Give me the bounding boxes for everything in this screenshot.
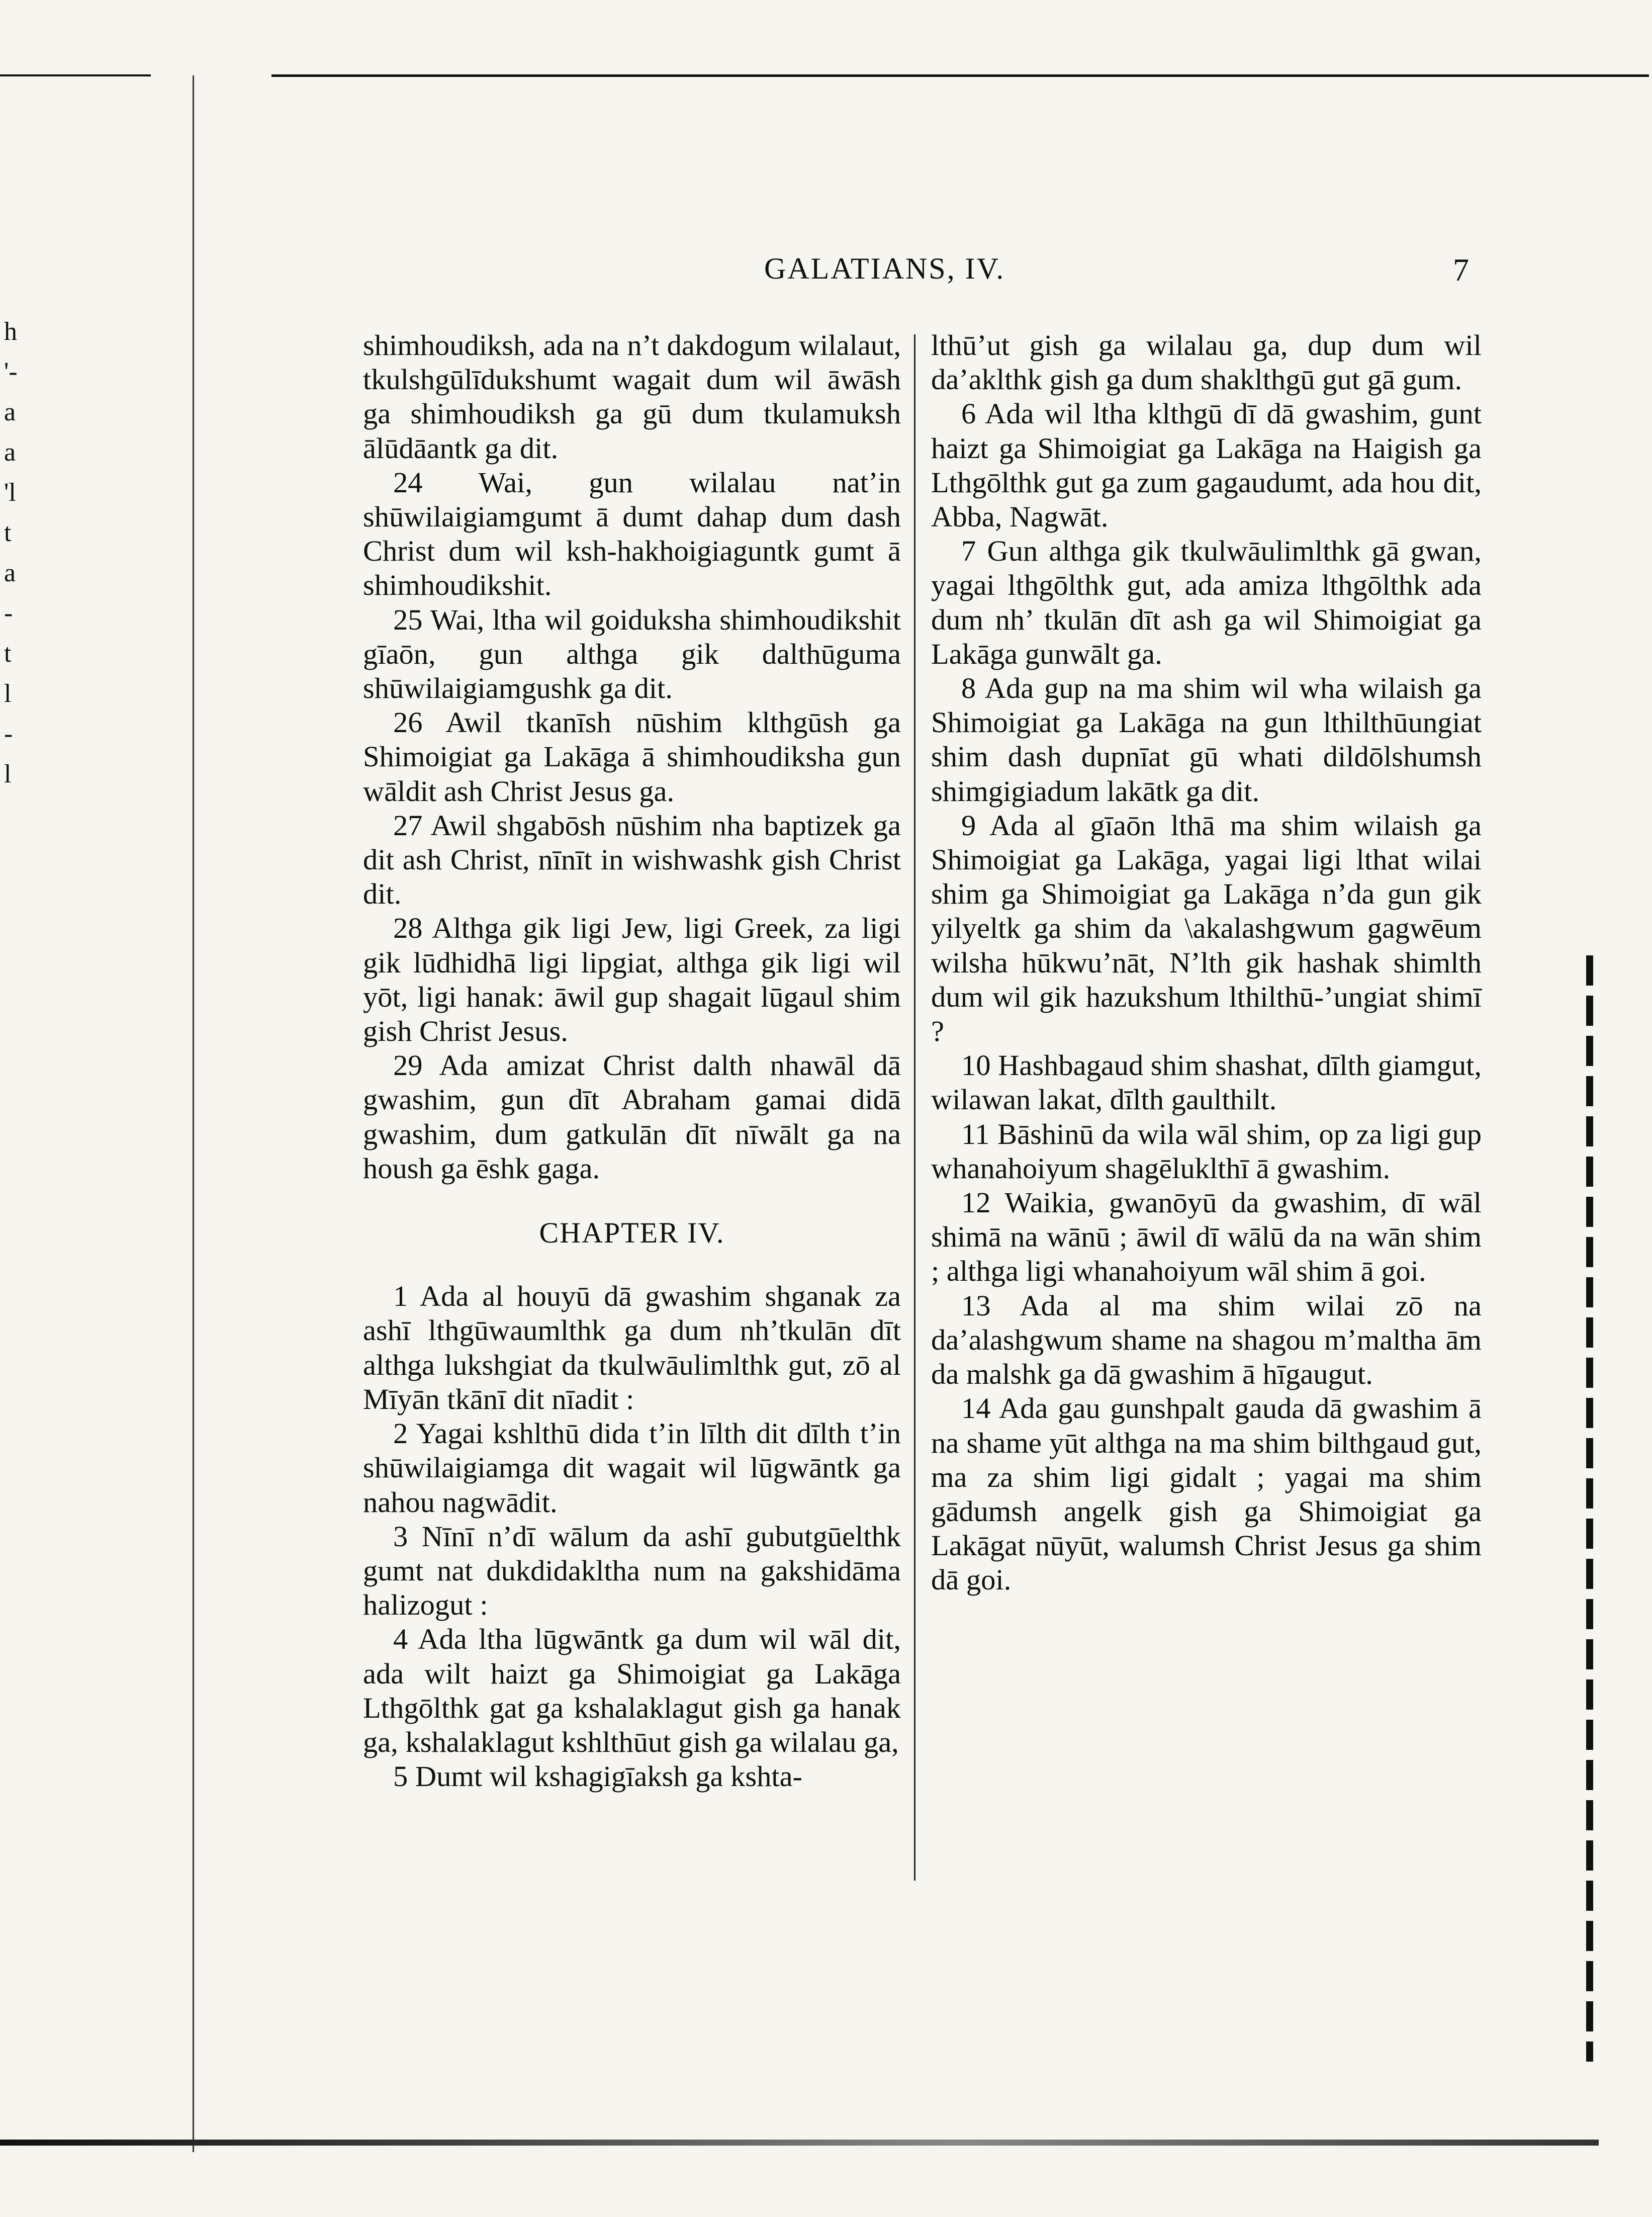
verse-paragraph: 2 Yagai kshlthū dida t’in līlth dit dīlth t’in shūwilaigiamga dit wagait wil lūgwāntk ga nahou nagwādit. — [363, 1417, 901, 1519]
margin-letter: - — [4, 720, 13, 748]
top-rule-left — [0, 74, 151, 76]
verse-paragraph: 5 Dumt wil kshagigīaksh ga kshta- — [393, 1760, 803, 1793]
margin-letter: a — [4, 438, 16, 467]
margin-bleed-letters — [4, 312, 44, 794]
margin-letter: a — [4, 398, 16, 426]
verse-paragraph: 3 Nīnī n’dī wālum da ashī gubutgūelthk gumt nat dukdidakltha num na gakshidāma halizogut : — [363, 1520, 901, 1622]
paragraph: lthū’ut gish ga wilalau ga, dup dum wil da’aklthk gish ga dum shaklthgū gut gā gum. — [931, 329, 1482, 396]
verse-paragraph: 7 Gun althga gik tkulwāulimlthk gā gwan, yagai lthgōlthk gut, ada amiza lthgōlthk ada dum nh’ tkulān dīt ash ga wil Shimoigiat ga Lakāga gunwālt ga. — [931, 535, 1482, 670]
verse-paragraph: 10 Hashbagaud shim shashat, dīlth giamgut, wilawan lakat, dīlth gaulthilt. — [931, 1049, 1482, 1116]
verse-paragraph: 29 Ada amizat Christ dalth nhawāl dā gwashim, gun dīt Abraham gamai didā gwashim, dum gatkulān dīt nīwālt ga na housh ga ēshk gaga. — [363, 1049, 901, 1185]
verse-paragraph: 6 Ada wil ltha klthgū dī dā gwashim, gunt haizt ga Shimoigiat ga Lakāga na Haigish ga Lthgōlthk gut ga zum gagaudumt, ada hou dit, Abba, Nagwāt. — [931, 397, 1482, 534]
top-rule-right — [271, 74, 1649, 77]
margin-letter: h — [4, 317, 17, 346]
verse-paragraph: 11 Bāshinū da wila wāl shim, op za ligi gup whanahoiyum shagēluklthī ā gwashim. — [931, 1117, 1482, 1185]
margin-letter: - — [4, 599, 13, 628]
paragraph: shimhoudiksh, ada na n’t dakdogum wilalaut, tkulshgūlīdukshumt wagait dum wil āwāsh ga shimhoudiksh ga gū dum tkulamuksh ālūdāantk ga dit. — [363, 329, 901, 465]
right-edge-marks — [1586, 955, 1593, 2062]
running-header: GALATIANS, IV. — [764, 252, 1005, 285]
column-divider — [914, 334, 915, 1881]
verse-paragraph: 14 Ada gau gunshpalt gauda dā gwashim ā na shame yūt althga na ma shim bilthgaud gut, ma za shim ligi gidalt ; yagai ma shim gādumsh angelk gish ga Shimoigiat ga Lakāgat nūyūt, walumsh Christ Jesus ga shim dā goi. — [931, 1392, 1482, 1597]
margin-letter: t — [4, 639, 12, 668]
margin-letter: '- — [4, 358, 18, 386]
margin-letter: l — [4, 679, 12, 708]
verse-paragraph: 1 Ada al houyū dā gwashim shganak za ashī lthgūwaumlthk ga dum nh’tkulān dīt althga lukshgiat da tkulwāulimlthk gut, zō al Mīyān tkānī dit nīadit : — [363, 1280, 901, 1415]
margin-letter: 'l — [4, 478, 16, 507]
left-page-edge — [193, 75, 194, 2152]
verse-paragraph: 4 Ada ltha lūgwāntk ga dum wil wāl dit, ada wilt haizt ga Shimoigiat ga Lakāga Lthgōlthk gat ga kshalaklagut gish ga hanak ga, kshalaklagut kshlthūut gish ga wilalau ga, — [363, 1623, 901, 1758]
verse-paragraph: 26 Awil tkanīsh nūshim klthgūsh ga Shimoigiat ga Lakāga ā shimhoudiksha gun wāldit ash Christ Jesus ga. — [363, 706, 901, 808]
verse-paragraph: 12 Waikia, gwanōyū da gwashim, dī wāl shimā na wānū ; āwil dī wālū da na wān shim ; althga ligi whanahoiyum wāl shim ā goi. — [931, 1186, 1482, 1288]
verse-paragraph: 25 Wai, ltha wil goiduksha shimhoudikshit gīaōn, gun althga gik dalthūguma shūwilaigiamgushk ga dit. — [363, 603, 901, 705]
left-column — [363, 328, 901, 1794]
bottom-page-edge — [0, 2140, 1599, 2146]
verse-paragraph: 8 Ada gup na ma shim wil wha wilaish ga Shimoigiat ga Lakāga na gun lthilthūungiat shim dash dupnīat gū whati dildōlshumsh shimgigiadum lakātk ga dit. — [931, 672, 1482, 808]
margin-letter: a — [4, 559, 16, 587]
verse-paragraph: 13 Ada al ma shim wilai zō na da’alashgwum shame na shagou m’maltha ām da malshk ga dā gwashim ā hīgaugut. — [931, 1289, 1482, 1391]
verse-paragraph: 24 Wai, gun wilalau nat’in shūwilaigiamgumt ā dumt dahap dum dash Christ dum wil ksh-hakhoigiaguntk gumt ā shimhoudikshit. — [363, 466, 901, 602]
verse-paragraph: 9 Ada al gīaōn lthā ma shim wilaish ga Shimoigiat ga Lakāga, yagai ligi lthat wilai shim ga Shimoigiat ga Lakāga n’da gun gik yilyeltk ga shim da \akalashgwum gagwēum wilsha hūkwu’nāt, N’lth gik hashak shimlth dum wil gik hazukshum lthilthū-’ungiat shimī ? — [931, 809, 1482, 1048]
verse-paragraph: 28 Althga gik ligi Jew, ligi Greek, za ligi gik lūdhidhā ligi lipgiat, althga gik ligi wil yōt, ligi hanak: āwil gup shagait lūgaul shim gish Christ Jesus. — [363, 912, 901, 1048]
right-column — [931, 328, 1482, 1598]
chapter-heading: CHAPTER IV. — [539, 1216, 725, 1250]
margin-letter: l — [4, 760, 12, 788]
margin-letter: t — [4, 518, 12, 547]
page-number: 7 — [1453, 252, 1469, 288]
verse-paragraph: 27 Awil shgabōsh nūshim nha baptizek ga dit ash Christ, nīnīt in wishwashk gish Christ dit. — [363, 809, 901, 911]
